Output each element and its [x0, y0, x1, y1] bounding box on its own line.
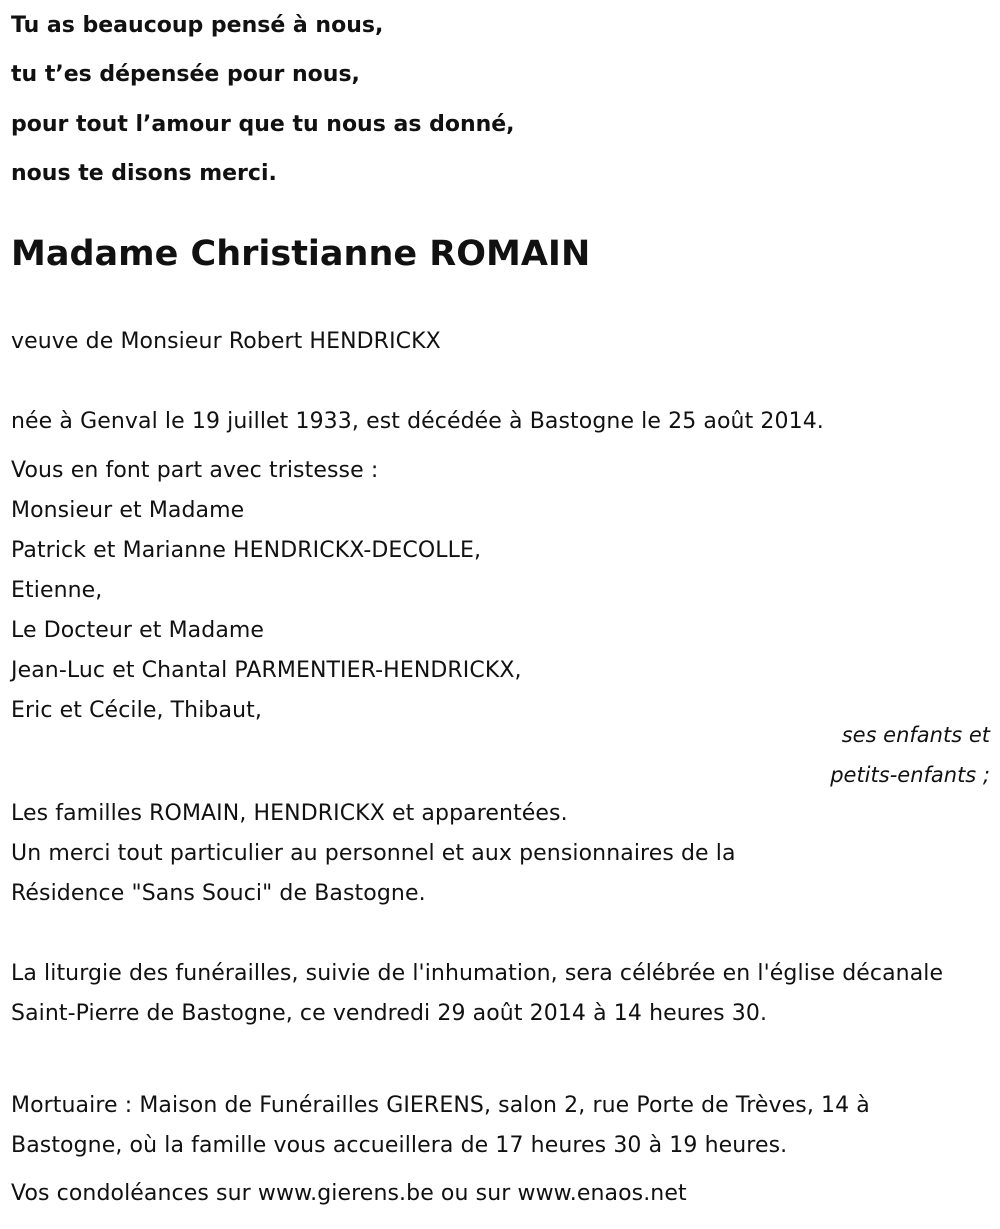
liturgy-text: La liturgie des funérailles, suivie de l'inhumation, sera célébrée en l'église décanale Saint-Pierre de Bastogne, ce vendredi 29 août 2014 à 14 heures 30.	[11, 961, 944, 1026]
relation-label-line-1: ses enfants et	[841, 723, 990, 747]
thanks-line-2: Résidence "Sans Souci" de Bastogne.	[11, 881, 426, 906]
families-text: Les familles ROMAIN, HENDRICKX et apparentées.	[11, 801, 568, 826]
relation-label-line-2: petits-enfants ;	[830, 763, 990, 787]
mortuary-text: Mortuaire : Maison de Funérailles GIERENS, salon 2, rue Porte de Trèves, 14 à Bastogne, où la famille vous accueillera de 17 heures 30 à 19 heures.	[11, 1093, 870, 1158]
family-line: Jean-Luc et Chantal PARMENTIER-HENDRICKX,	[11, 658, 522, 683]
poem-line-3: pour tout l’amour que tu nous as donné,	[11, 112, 515, 137]
family-line: Etienne,	[11, 578, 103, 603]
thanks-line-1: Un merci tout particulier au personnel et aux pensionnaires de la	[11, 841, 736, 866]
family-line: Monsieur et Madame	[11, 498, 245, 523]
condolences-text: Vos condoléances sur www.gierens.be ou sur www.enaos.net	[11, 1181, 687, 1206]
poem-line-1: Tu as beaucoup pensé à nous,	[11, 13, 384, 38]
poem-line-2: tu t’es dépensée pour nous,	[11, 62, 360, 87]
announcement-intro: Vous en font part avec tristesse :	[11, 458, 379, 483]
poem-line-4: nous te disons merci.	[11, 161, 277, 186]
birth-death-text: née à Genval le 19 juillet 1933, est décédée à Bastogne le 25 août 2014.	[11, 409, 824, 434]
deceased-name: Madame Christianne ROMAIN	[11, 234, 591, 274]
family-line: Eric et Cécile, Thibaut,	[11, 698, 262, 723]
widow-of-text: veuve de Monsieur Robert HENDRICKX	[11, 329, 441, 354]
family-line: Le Docteur et Madame	[11, 618, 265, 643]
family-line: Patrick et Marianne HENDRICKX-DECOLLE,	[11, 538, 482, 563]
